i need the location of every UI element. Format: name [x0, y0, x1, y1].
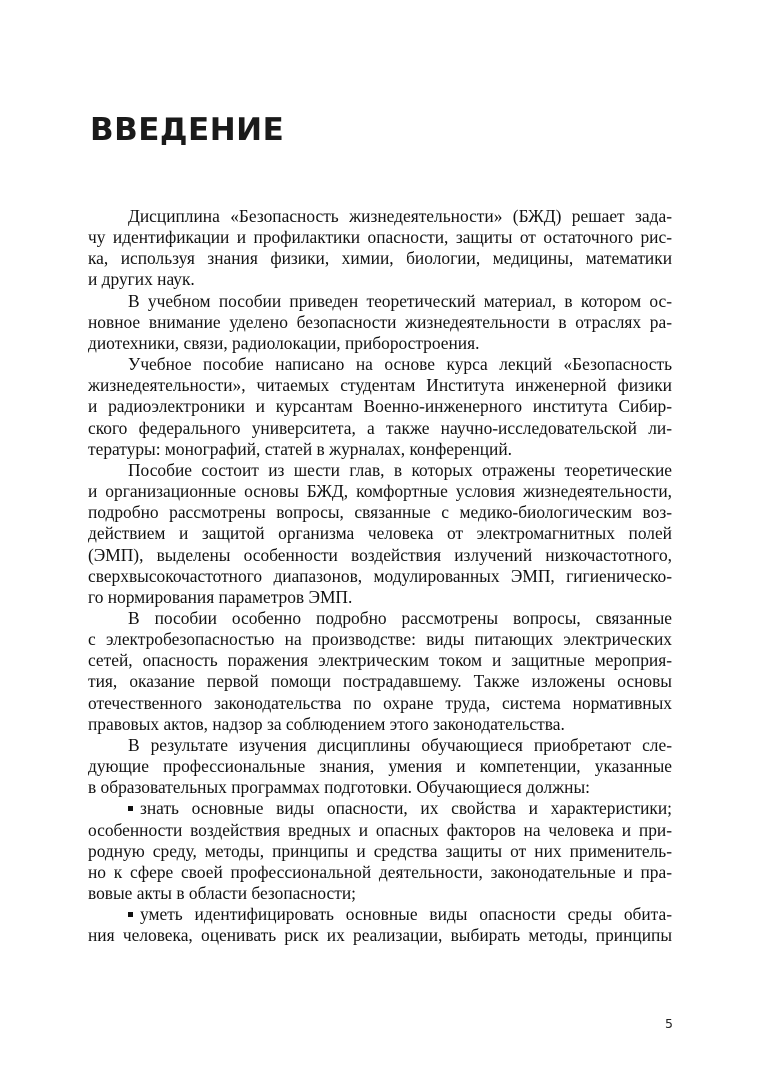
- paragraph: [88, 206, 672, 291]
- text-line: тия, оказание первой помощи пострадавшему. Также изложены основы: [88, 671, 672, 692]
- text-line: сетей, опасность поражения электрическим током и защитные мероприя-: [88, 650, 672, 671]
- paragraph: [88, 354, 672, 460]
- text-line: но к сфере своей профессиональной деятельности, законодательные и пра-: [88, 861, 672, 882]
- paragraph: [88, 735, 672, 798]
- text-line: с электробезопасностью на производстве: виды питающих электрических: [88, 629, 672, 650]
- text-line: дующие профессиональные знания, умения и компетенции, указанные: [88, 756, 672, 777]
- page-number: 5: [665, 1016, 673, 1031]
- text-line: действием и защитой организма человека от электромагнитных полей: [88, 523, 672, 544]
- text-line: ка, используя знания физики, химии, биологии, медицины, математики: [88, 248, 672, 269]
- text-line: и организационные основы БЖД, комфортные условия жизнедеятельности,: [88, 481, 672, 502]
- text-line: В пособии особенно подробно рассмотрены вопросы, связанные: [128, 607, 672, 628]
- text-line: родную среду, методы, принципы и средства защиты от них применитель-: [88, 840, 672, 861]
- text-line: В учебном пособии приведен теоретический материал, в котором ос-: [128, 290, 672, 311]
- text-line: го нормирования параметров ЭМП.: [88, 586, 353, 607]
- paragraph: [88, 460, 672, 608]
- text-line: [88, 904, 672, 925]
- bullet-list-item: [88, 798, 672, 904]
- text-line: чу идентификации и профилактики опасности, защиты от остаточного рис-: [88, 227, 672, 248]
- text-line: тературы: монографий, статей в журналах, конференций.: [88, 438, 512, 459]
- text-line: В результате изучения дисциплины обучающиеся приобретают сле-: [128, 734, 672, 755]
- body-text: [88, 206, 672, 946]
- text-line: ния человека, оценивать риск их реализации, выбирать методы, принципы: [88, 925, 672, 946]
- text-line-content: уметь идентифицировать основные виды опасности среды обита-: [140, 904, 672, 925]
- text-line: сверхвысокочастотного диапазонов, модулированных ЭМП, гигиеническо-: [88, 565, 672, 586]
- text-line: подробно рассмотрены вопросы, связанные с медико-биологическим воз-: [88, 502, 672, 523]
- paragraph: [88, 291, 672, 354]
- text-line: (ЭМП), выделены особенности воздействия излучений низкочастотного,: [88, 544, 672, 565]
- text-line: Пособие состоит из шести глав, в которых отражены теоретические: [128, 459, 672, 480]
- text-line-content: знать основные виды опасности, их свойства и характеристики;: [140, 798, 672, 819]
- paragraph: [88, 608, 672, 735]
- text-line: Дисциплина «Безопасность жизнедеятельности» (БЖД) решает зада-: [128, 206, 672, 226]
- text-line: Учебное пособие написано на основе курса лекций «Безопасность: [128, 354, 672, 375]
- bullet-square-icon: [128, 806, 133, 811]
- text-line: новное внимание уделено безопасности жизнедеятельности в отраслях ра-: [88, 311, 672, 332]
- text-line: и других наук.: [88, 269, 195, 290]
- text-line: отечественного законодательства по охране труда, система нормативных: [88, 692, 672, 713]
- bullet-square-icon: [128, 912, 133, 917]
- text-line: ского федерального университета, а также научно-исследовательской ли-: [88, 417, 672, 438]
- chapter-heading: ВВЕДЕНИЕ: [90, 112, 285, 148]
- text-line: особенности воздействия вредных и опасных факторов на человека и при-: [88, 819, 672, 840]
- text-line: [88, 798, 672, 819]
- text-line: вовые акты в области безопасности;: [88, 883, 357, 903]
- bullet-list-item: [88, 904, 672, 946]
- text-line: диотехники, связи, радиолокации, приборостроения.: [88, 332, 480, 353]
- text-line: жизнедеятельности», читаемых студентам Института инженерной физики: [88, 375, 672, 396]
- text-line: и радиоэлектроники и курсантам Военно-инженерного института Сибир-: [88, 396, 672, 417]
- text-line: в образовательных программах подготовки. Обучающиеся должны:: [88, 777, 590, 798]
- text-line: правовых актов, надзор за соблюдением этого законодательства.: [88, 713, 565, 734]
